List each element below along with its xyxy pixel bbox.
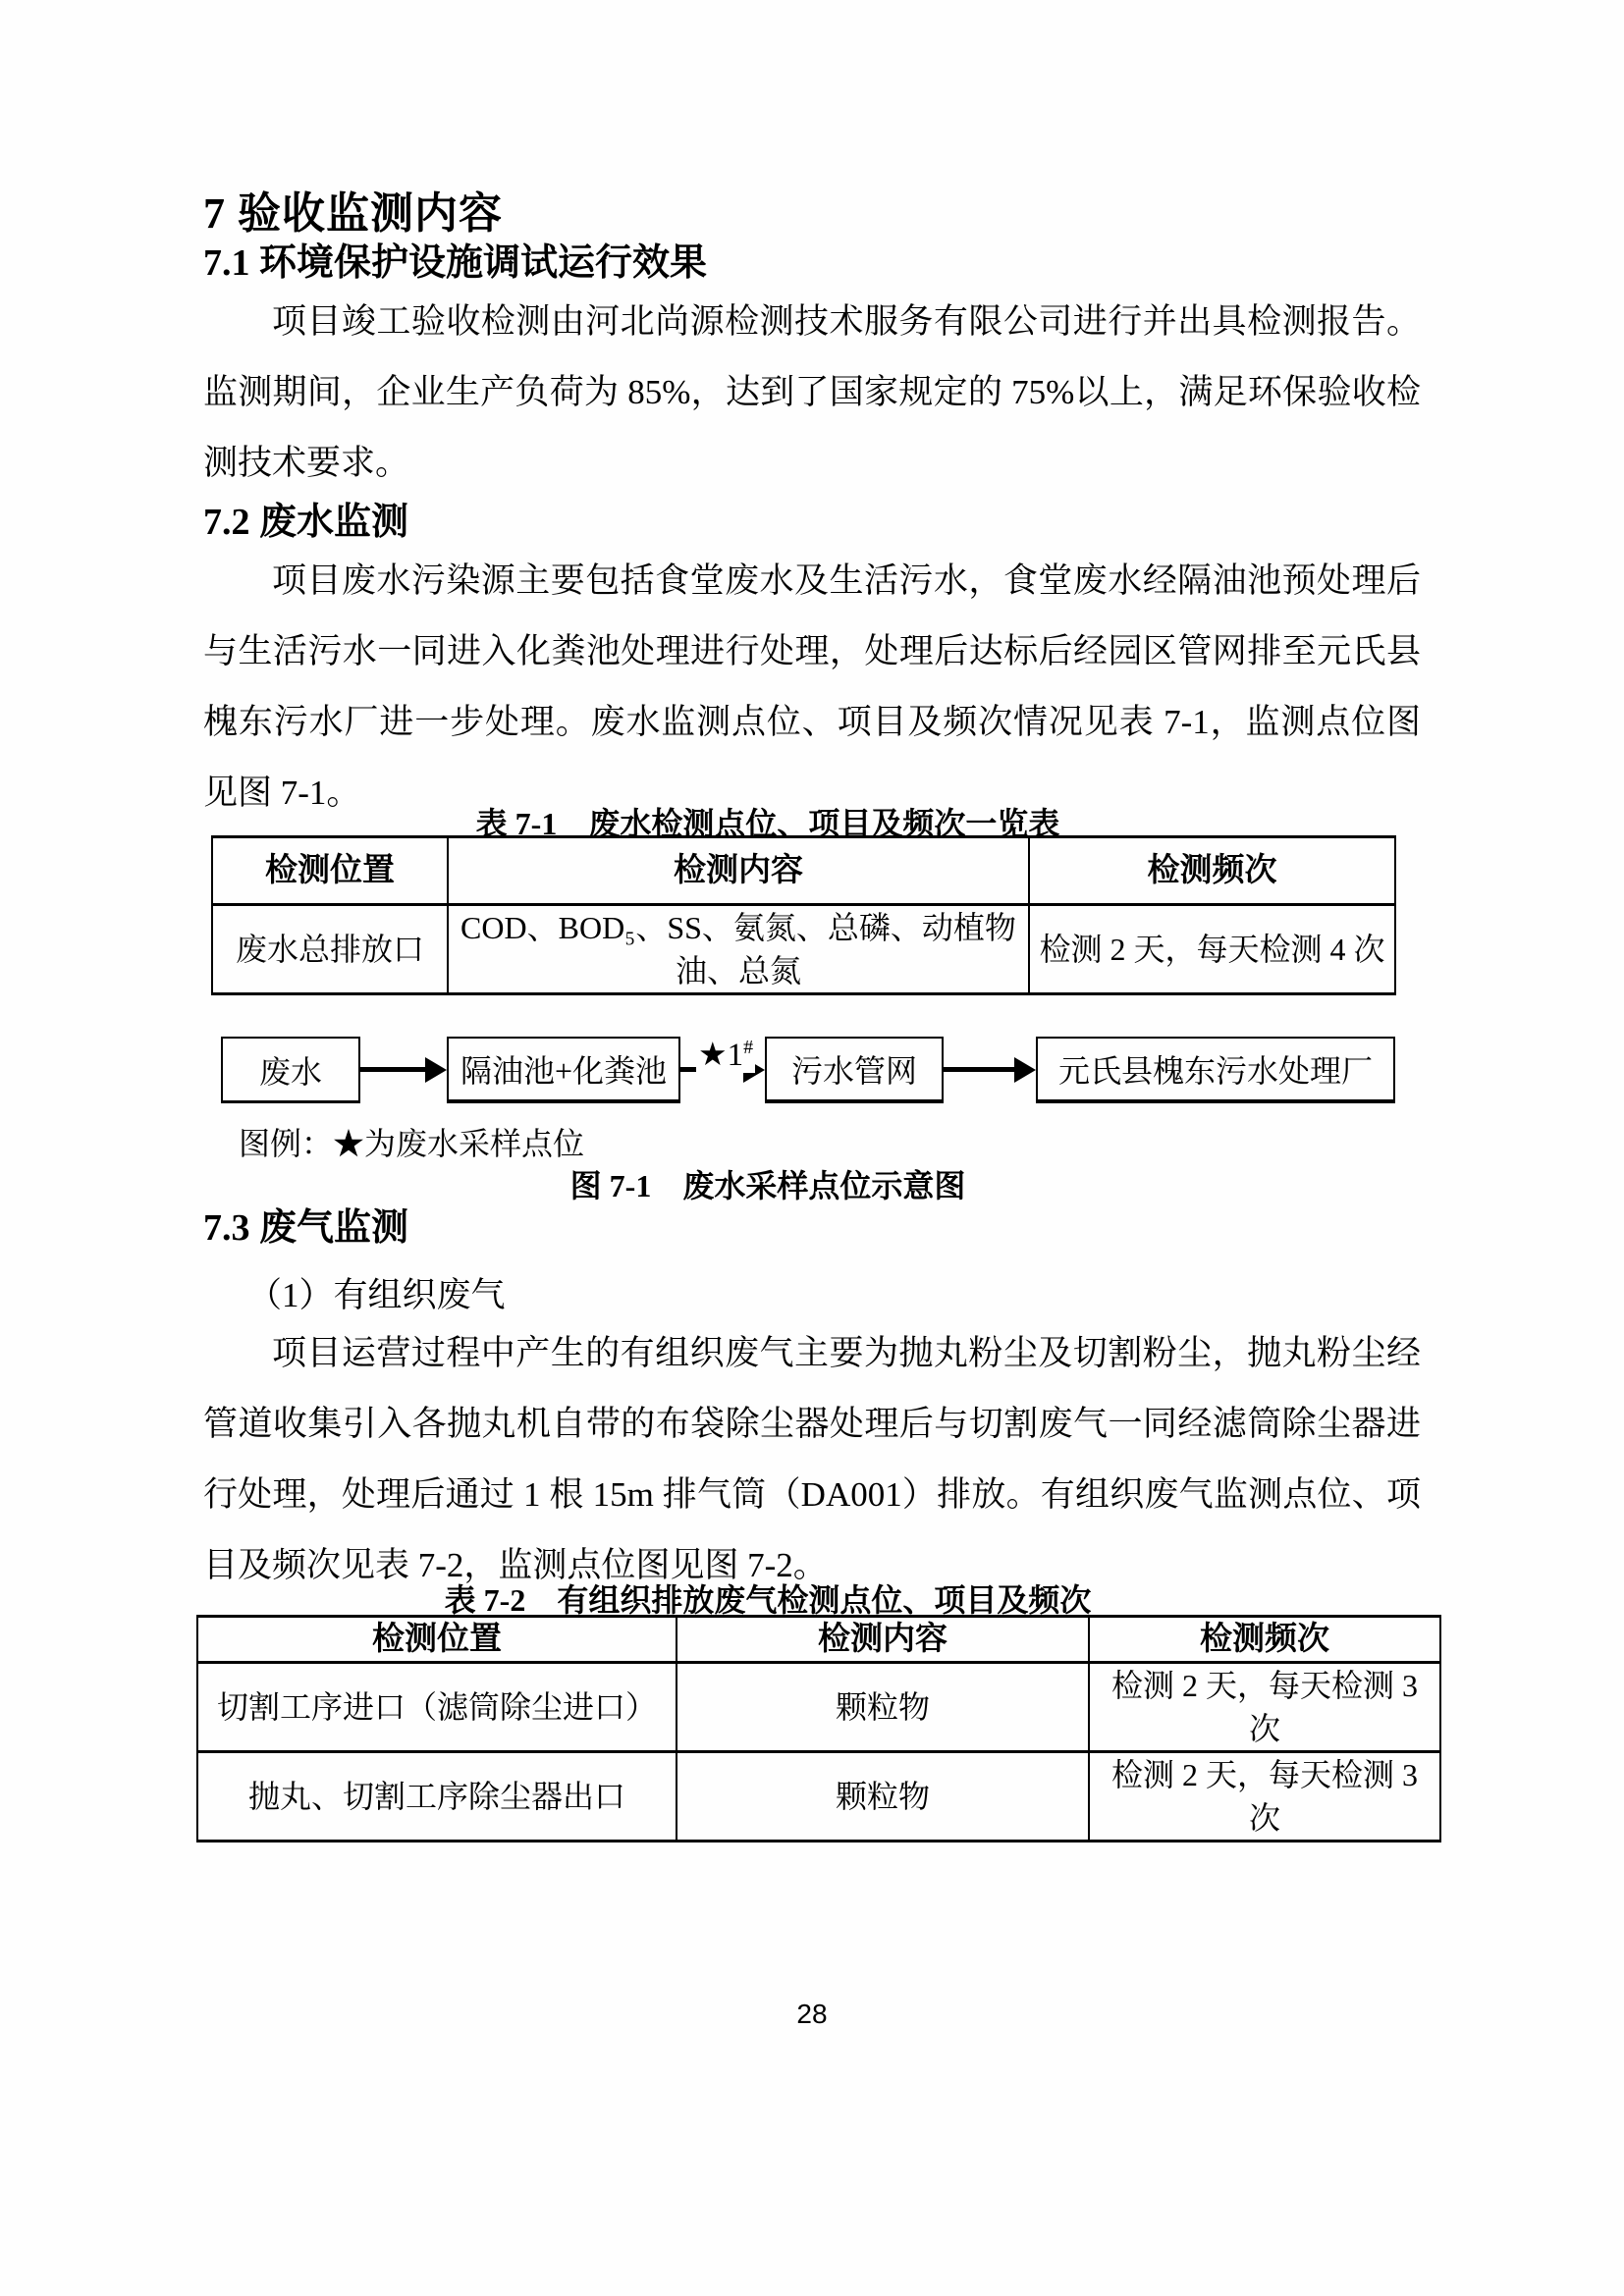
page-content <box>203 0 1421 2031</box>
arrow-shaft <box>944 1067 1016 1072</box>
arrow-shaft <box>360 1067 427 1072</box>
table-7-1-header-row <box>212 837 1395 905</box>
star-icon: ★1 <box>698 1038 744 1073</box>
figure-7-1-caption: 图 7-1 废水采样点位示意图 <box>569 1168 966 1203</box>
section-7-2-heading: 7.2 废水监测 <box>203 502 409 543</box>
flow-node-treatment-plant: 元氏县槐东污水处理厂 <box>1036 1037 1395 1103</box>
figure-7-1-legend: 图例：★为废水采样点位 <box>239 1126 585 1161</box>
table-7-2-header-frequency: 检测频次 <box>1089 1617 1440 1663</box>
table-7-1-cell-frequency: 检测 2 天，每天检测 4 次 <box>1029 905 1395 994</box>
section-7-3-paragraph: 项目运营过程中产生的有组织废气主要为抛丸粉尘及切割粉尘，抛丸粉尘经管道收集引入各抛丸机自带的布袋除尘器处理后与切割废气一同经滤筒除尘器进行处理，处理后通过 1 根 15m 排气筒（DA001）排放。有组织废气监测点位、项目及频次见表 7-2，监测点位图见图 7-2。 <box>203 1334 1421 1584</box>
wastewater-flow-diagram <box>203 1034 1421 1110</box>
table-7-2-row1-content: 颗粒物 <box>677 1663 1089 1752</box>
arrow-head-icon <box>1014 1057 1036 1083</box>
section-7-3-item-1: （1）有组织废气 <box>247 1276 506 1314</box>
table-7-2-row1-location: 切割工序进口（滤筒除尘进口） <box>197 1663 677 1752</box>
sample-point-star-label <box>696 1030 755 1073</box>
table-7-2-row2-location: 抛丸、切割工序除尘器出口 <box>197 1752 677 1842</box>
flow-node-wastewater: 废水 <box>221 1037 360 1103</box>
section-7-2-paragraph: 项目废水污染源主要包括食堂废水及生活污水，食堂废水经隔油池预处理后与生活污水一同进入化粪池处理进行处理，处理后达标后经园区管网排至元氏县槐东污水厂进一步处理。废水监测点位、项目及频次情况见表 7-1，监测点位图见图 7-1。 <box>203 561 1421 812</box>
arrow-head-icon <box>425 1057 447 1083</box>
table-7-2-header-row <box>197 1617 1440 1663</box>
section-7-3-heading: 7.3 废气监测 <box>203 1207 409 1249</box>
page-number: 28 <box>796 1999 828 2029</box>
section-7-1-heading: 7.1 环境保护设施调试运行效果 <box>203 242 708 284</box>
table-7-1-cell-location: 废水总排放口 <box>212 905 448 994</box>
flow-node-grease-septic-tank: 隔油池+化粪池 <box>447 1037 680 1103</box>
table-7-1-header-frequency: 检测频次 <box>1029 837 1395 905</box>
flow-node-sewage-network: 污水管网 <box>765 1037 944 1103</box>
table-7-2-row1-frequency: 检测 2 天，每天检测 3 次 <box>1089 1663 1440 1752</box>
table-7-1 <box>211 835 1396 995</box>
table-7-2 <box>196 1615 1441 1842</box>
table-7-2-header-content: 检测内容 <box>677 1617 1089 1663</box>
table-7-1-caption: 表 7-1 废水检测点位、项目及频次一览表 <box>475 806 1060 841</box>
table-row <box>197 1752 1440 1842</box>
table-7-1-cell-content: COD、BOD₅、SS、氨氮、总磷、动植物油、总氮 <box>448 905 1029 994</box>
table-7-2-row2-frequency: 检测 2 天，每天检测 3 次 <box>1089 1752 1440 1842</box>
table-7-2-header-location: 检测位置 <box>197 1617 677 1663</box>
table-row <box>212 905 1395 994</box>
table-7-2-caption: 表 7-2 有组织排放废气检测点位、项目及频次 <box>444 1582 1092 1618</box>
table-7-1-header-content: 检测内容 <box>448 837 1029 905</box>
sample-point-superscript: # <box>743 1037 754 1058</box>
table-7-2-row2-content: 颗粒物 <box>677 1752 1089 1842</box>
section-7-heading: 7 验收监测内容 <box>203 189 503 238</box>
section-7-1-paragraph: 项目竣工验收检测由河北尚源检测技术服务有限公司进行并出具检测报告。监测期间，企业生产负荷为 85%，达到了国家规定的 75%以上，满足环保验收检测技术要求。 <box>203 302 1421 482</box>
table-7-1-header-location: 检测位置 <box>212 837 448 905</box>
table-row <box>197 1663 1440 1752</box>
